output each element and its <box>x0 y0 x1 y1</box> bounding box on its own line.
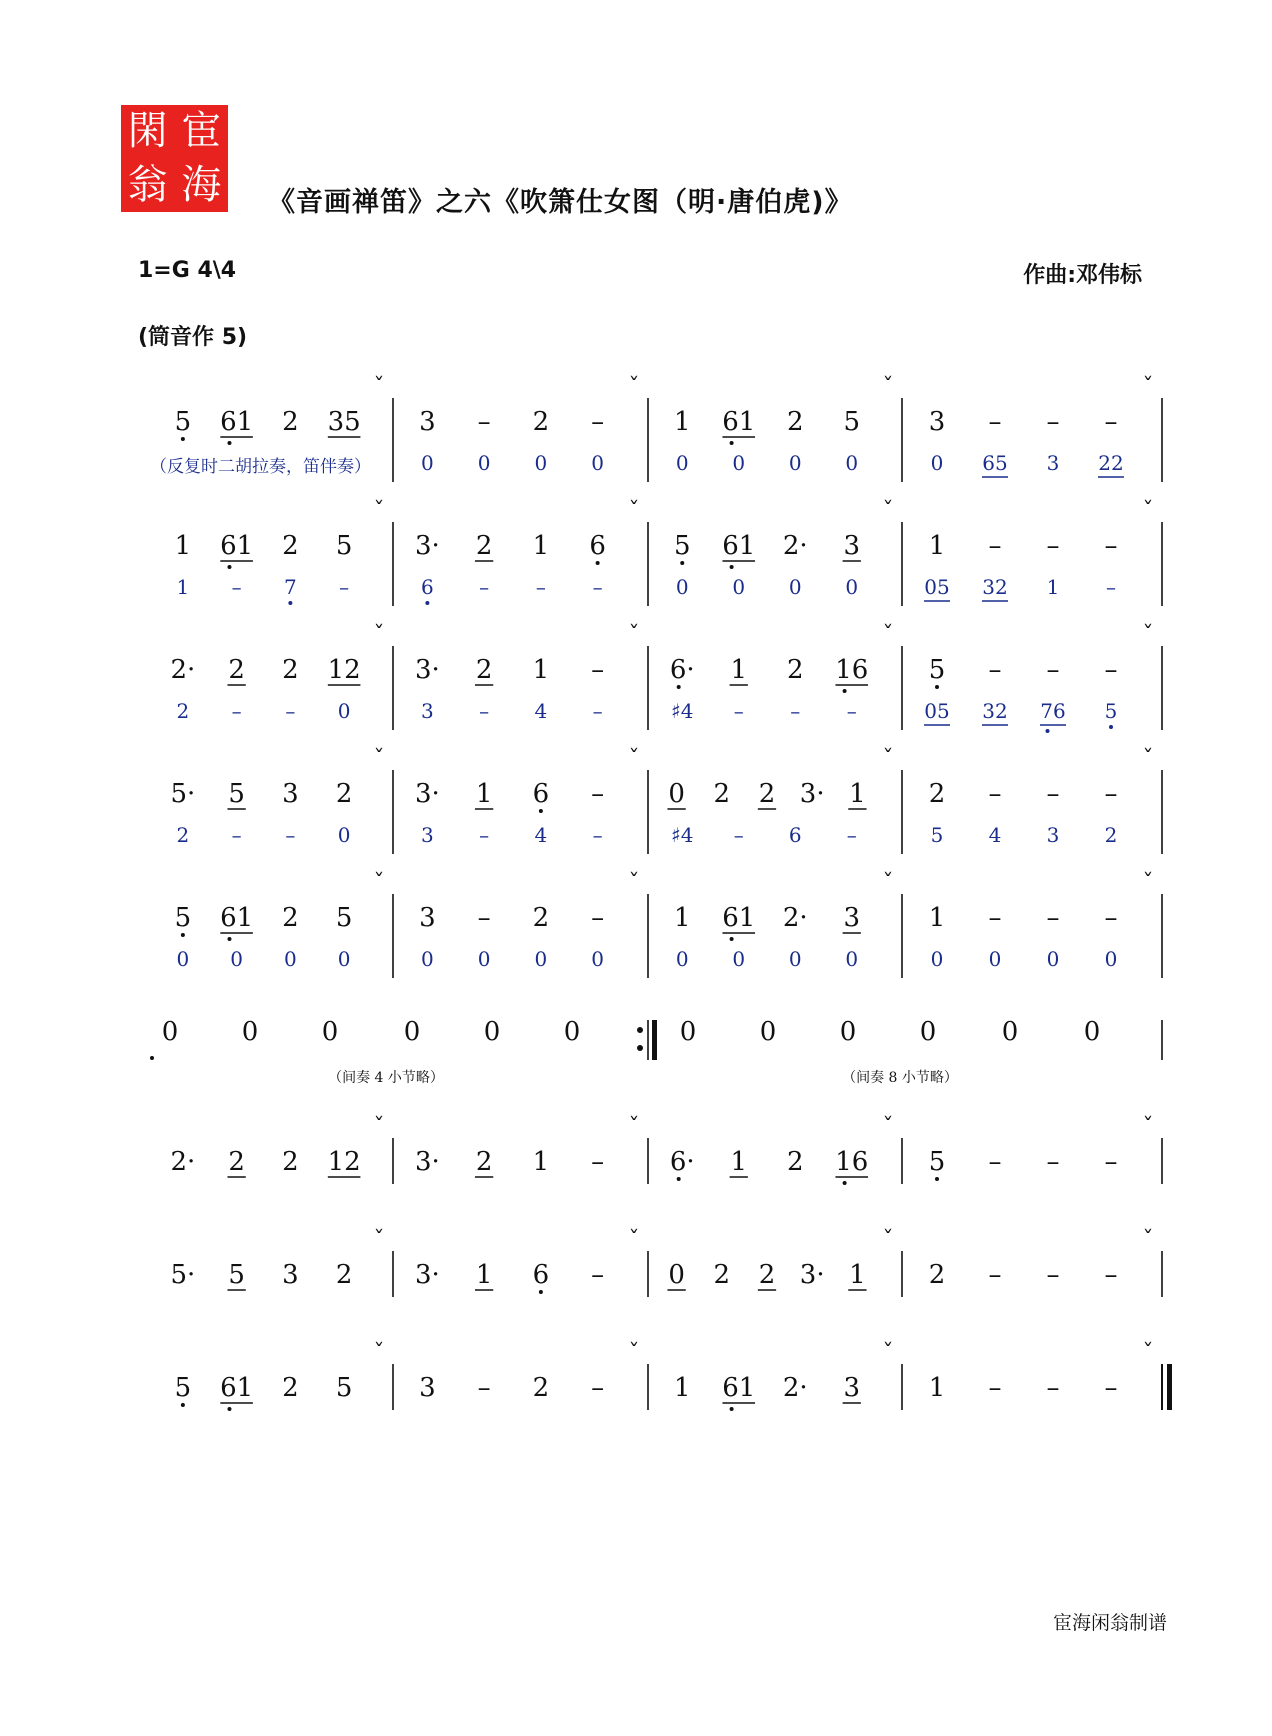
melody-note: 61 <box>220 1373 254 1403</box>
melody-note: – <box>1046 1260 1060 1290</box>
repeat-dot <box>637 1027 643 1033</box>
accompaniment-note: 4 <box>534 823 548 847</box>
melody-note: 61 <box>722 1373 756 1403</box>
accompaniment-note: – <box>479 699 490 723</box>
melody-note: 2 <box>282 1147 299 1177</box>
melody-note: – <box>591 407 605 437</box>
accompaniment-note: – <box>733 699 744 723</box>
melody-note: 1 <box>928 1373 946 1403</box>
melody-note: – <box>1046 407 1060 437</box>
accompaniment-note: 6 <box>421 575 434 599</box>
breath-mark: ˇ <box>882 375 894 400</box>
fingering-note: (筒音作 5) <box>138 325 248 350</box>
breath-mark: ˇ <box>1142 1228 1154 1253</box>
melody-note: 3 <box>843 903 861 933</box>
accompaniment-note: 0 <box>732 575 746 599</box>
accompaniment-note: 32 <box>982 575 1008 599</box>
accompaniment-note: – <box>339 575 350 599</box>
melody-note: 5 <box>174 1373 192 1403</box>
breath-mark: ˇ <box>882 623 894 648</box>
melody-note: 3 <box>419 407 436 437</box>
melody-note: 1 <box>174 531 192 561</box>
accompaniment-note: – <box>231 823 242 847</box>
rest-note: 0 <box>679 1017 697 1047</box>
melody-note: 1 <box>673 407 691 437</box>
melody-note: 1 <box>475 779 493 809</box>
melody-note: – <box>477 1373 491 1403</box>
melody-note: 1 <box>849 1260 866 1290</box>
melody-note: 61 <box>220 531 254 561</box>
final-barline <box>1167 1364 1172 1410</box>
lower-octave-dot <box>1109 725 1113 729</box>
accompaniment-note: – <box>846 823 857 847</box>
lower-octave-dot <box>227 937 231 941</box>
melody-note: 2 <box>282 531 299 561</box>
melody-note: 0 <box>668 779 685 809</box>
breath-mark: ˇ <box>628 1341 640 1366</box>
accompaniment-note: 76 <box>1040 699 1066 723</box>
lower-octave-dot <box>596 561 600 565</box>
accompaniment-note: ♯4 <box>671 823 694 847</box>
melody-note: 2 <box>228 655 245 685</box>
melody-note: – <box>1046 531 1060 561</box>
melody-note: 3· <box>414 531 440 561</box>
melody-note: 3 <box>843 1373 861 1403</box>
rest-note: 0 <box>241 1017 259 1047</box>
melody-note: – <box>1104 1147 1118 1177</box>
melody-note: 3· <box>799 779 825 809</box>
rest-note: 0 <box>321 1017 339 1047</box>
melody-note: 5 <box>335 1373 353 1403</box>
accompaniment-note: （反复时二胡拉奏，笛伴奏） <box>150 457 371 477</box>
accompaniment-note: 0 <box>421 947 434 971</box>
melody-note: 2· <box>782 903 808 933</box>
accompaniment-note: 0 <box>421 451 434 475</box>
accompaniment-note: ♯4 <box>671 699 694 723</box>
melody-note: 5 <box>335 531 353 561</box>
accompaniment-note: 4 <box>534 699 548 723</box>
accompaniment-note: 0 <box>675 451 689 475</box>
breath-mark: ˇ <box>882 1115 894 1140</box>
melody-note: 3· <box>414 655 440 685</box>
seal-char: 閑 <box>127 108 168 154</box>
melody-note: 2· <box>170 655 196 685</box>
melody-note: – <box>591 779 605 809</box>
melody-note: 5 <box>228 1260 245 1290</box>
accompaniment-note: 0 <box>284 947 297 971</box>
melody-note: – <box>1046 655 1060 685</box>
accompaniment-note: 22 <box>1098 451 1124 475</box>
lower-octave-dot <box>677 685 681 689</box>
melody-note: 6· <box>669 655 695 685</box>
breath-mark: ˇ <box>628 623 640 648</box>
lower-octave-dot <box>1046 729 1050 733</box>
breath-mark: ˇ <box>882 1228 894 1253</box>
melody-note: 1 <box>532 1147 550 1177</box>
melody-note: 61 <box>722 531 756 561</box>
melody-note: 5 <box>673 531 691 561</box>
melody-note: 2 <box>282 655 299 685</box>
melody-note: – <box>1046 1373 1060 1403</box>
accompaniment-note: 6 <box>788 823 802 847</box>
lower-octave-dot <box>843 1181 847 1185</box>
melody-note: 5 <box>335 903 353 933</box>
melody-note: 2 <box>475 1147 493 1177</box>
melody-note: – <box>988 1260 1002 1290</box>
breath-mark: ˇ <box>373 623 385 648</box>
key-signature: 1=G 4\4 <box>138 258 237 283</box>
accompaniment-note: 0 <box>1046 947 1060 971</box>
breath-mark: ˇ <box>373 871 385 896</box>
accompaniment-note: 05 <box>924 575 950 599</box>
accompaniment-note: 0 <box>337 947 351 971</box>
melody-note: 61 <box>722 903 756 933</box>
melody-note: 2 <box>532 903 550 933</box>
breath-mark: ˇ <box>882 499 894 524</box>
lower-octave-dot <box>227 1407 231 1411</box>
accompaniment-note: – <box>231 575 242 599</box>
lower-octave-dot <box>935 1177 939 1181</box>
melody-note: – <box>1104 407 1118 437</box>
lower-octave-dot <box>677 1177 681 1181</box>
melody-note: 2 <box>758 779 776 809</box>
accompaniment-note: 0 <box>337 823 351 847</box>
breath-mark: ˇ <box>882 871 894 896</box>
melody-note: 3· <box>414 779 440 809</box>
accompaniment-note: – <box>285 699 296 723</box>
melody-note: 2 <box>713 1260 731 1290</box>
melody-note: 2 <box>475 655 493 685</box>
breath-mark: ˇ <box>373 375 385 400</box>
accompaniment-note: 0 <box>732 947 746 971</box>
accompaniment-note: – <box>592 823 603 847</box>
lower-octave-dot <box>227 441 231 445</box>
accompaniment-note: 0 <box>930 947 944 971</box>
rest-note: 0 <box>161 1017 179 1047</box>
melody-note: – <box>988 407 1002 437</box>
melody-note: – <box>1104 531 1118 561</box>
accompaniment-note: 2 <box>1104 823 1118 847</box>
accompaniment-note: 0 <box>675 947 689 971</box>
lower-octave-dot <box>181 437 185 441</box>
accompaniment-note: 0 <box>732 451 746 475</box>
breath-mark: ˇ <box>628 747 640 772</box>
melody-note: 61 <box>722 407 756 437</box>
melody-note: 3 <box>282 779 299 809</box>
melody-note: 2 <box>786 655 804 685</box>
seal-char: 翁 <box>127 161 168 208</box>
melody-note: 2 <box>786 1147 804 1177</box>
accompaniment-note: 0 <box>477 451 491 475</box>
melody-note: 2 <box>335 1260 353 1290</box>
melody-note: 5 <box>928 655 946 685</box>
breath-mark: ˇ <box>628 1115 640 1140</box>
melody-note: 2 <box>282 407 299 437</box>
accompaniment-note: 0 <box>788 451 802 475</box>
lower-octave-dot <box>150 1056 154 1060</box>
accompaniment-note: 0 <box>675 575 689 599</box>
accompaniment-note: – <box>231 699 242 723</box>
melody-note: 6· <box>669 1147 695 1177</box>
accompaniment-note: – <box>733 823 744 847</box>
melody-note: 5· <box>170 779 196 809</box>
melody-note: – <box>988 903 1002 933</box>
melody-note: – <box>1104 1260 1118 1290</box>
melody-note: 2 <box>928 1260 946 1290</box>
melody-note: 35 <box>327 407 361 437</box>
melody-note: 12 <box>327 1147 361 1177</box>
lower-octave-dot <box>935 685 939 689</box>
accompaniment-note: – <box>535 575 546 599</box>
melody-note: 5· <box>170 1260 196 1290</box>
melody-note: 1 <box>849 779 866 809</box>
accompaniment-note: 0 <box>337 699 351 723</box>
melody-note: 3· <box>414 1260 440 1290</box>
melody-note: 2 <box>282 903 299 933</box>
melody-note: 2 <box>532 1373 550 1403</box>
accompaniment-note: 3 <box>1046 823 1060 847</box>
melody-note: 0 <box>668 1260 685 1290</box>
breath-mark: ˇ <box>373 499 385 524</box>
accompaniment-note: 0 <box>930 451 944 475</box>
melody-note: – <box>591 1147 605 1177</box>
melody-note: 12 <box>327 655 361 685</box>
melody-note: – <box>988 1147 1002 1177</box>
breath-mark: ˇ <box>373 747 385 772</box>
melody-note: 1 <box>532 655 550 685</box>
melody-note: – <box>1046 1147 1060 1177</box>
melody-note: 5 <box>843 407 861 437</box>
melody-note: 2 <box>228 1147 245 1177</box>
accompaniment-note: – <box>846 699 857 723</box>
lower-octave-dot <box>730 441 734 445</box>
melody-note: 2 <box>282 1373 299 1403</box>
breath-mark: ˇ <box>628 1228 640 1253</box>
accompaniment-note: – <box>479 823 490 847</box>
accompaniment-note: 32 <box>982 699 1008 723</box>
accompaniment-note: – <box>479 575 490 599</box>
accompaniment-note: 0 <box>845 451 859 475</box>
melody-note: – <box>591 1373 605 1403</box>
accompaniment-note: 0 <box>477 947 491 971</box>
lower-octave-dot <box>680 561 684 565</box>
breath-mark: ˇ <box>373 1115 385 1140</box>
melody-note: – <box>477 903 491 933</box>
melody-note: – <box>477 407 491 437</box>
rest-note: 0 <box>1001 1017 1019 1047</box>
accompaniment-note: 7 <box>284 575 297 599</box>
breath-mark: ˇ <box>1142 1341 1154 1366</box>
accompaniment-note: – <box>285 823 296 847</box>
melody-note: 61 <box>220 407 254 437</box>
melody-note: 5 <box>228 779 245 809</box>
breath-mark: ˇ <box>1142 499 1154 524</box>
lower-octave-dot <box>843 689 847 693</box>
melody-note: 6 <box>532 779 550 809</box>
melody-note: 3 <box>419 1373 436 1403</box>
melody-note: – <box>591 655 605 685</box>
interlude-note: （间奏 8 小节略） <box>842 1070 958 1086</box>
melody-note: 2 <box>713 779 731 809</box>
breath-mark: ˇ <box>628 871 640 896</box>
melody-note: 1 <box>532 531 550 561</box>
melody-note: – <box>988 1373 1002 1403</box>
accompaniment-note: 0 <box>788 947 802 971</box>
rest-note: 0 <box>1083 1017 1101 1047</box>
melody-note: – <box>591 903 605 933</box>
lower-octave-dot <box>181 933 185 937</box>
melody-note: – <box>988 779 1002 809</box>
interlude-note: （间奏 4 小节略） <box>328 1070 444 1086</box>
accompaniment-note: 3 <box>421 823 434 847</box>
breath-mark: ˇ <box>1142 1115 1154 1140</box>
melody-note: – <box>1046 779 1060 809</box>
breath-mark: ˇ <box>882 747 894 772</box>
melody-note: 5 <box>174 407 192 437</box>
accompaniment-note: 5 <box>930 823 944 847</box>
melody-note: – <box>1104 779 1118 809</box>
lower-octave-dot <box>425 601 429 605</box>
repeat-barline-thick <box>652 1020 657 1060</box>
accompaniment-note: 65 <box>982 451 1008 475</box>
seal-char: 海 <box>181 161 222 208</box>
melody-note: 1 <box>475 1260 493 1290</box>
seal-char: 宦 <box>181 108 222 154</box>
melody-note: – <box>988 531 1002 561</box>
melody-note: 5 <box>174 903 192 933</box>
transcriber-credit: 宦海闲翁制谱 <box>1052 1612 1167 1634</box>
melody-note: 2· <box>782 1373 808 1403</box>
lower-octave-dot <box>730 565 734 569</box>
melody-note: 1 <box>730 1147 748 1177</box>
melody-note: 1 <box>673 1373 691 1403</box>
melody-note: 5 <box>928 1147 946 1177</box>
rest-note: 0 <box>919 1017 937 1047</box>
melody-note: 3 <box>419 903 436 933</box>
breath-mark: ˇ <box>373 1341 385 1366</box>
breath-mark: ˇ <box>373 1228 385 1253</box>
accompaniment-note: 0 <box>534 947 548 971</box>
accompaniment-note: 1 <box>1046 575 1060 599</box>
breath-mark: ˇ <box>628 375 640 400</box>
accompaniment-note: 2 <box>176 823 190 847</box>
rest-note: 0 <box>403 1017 421 1047</box>
breath-mark: ˇ <box>1142 871 1154 896</box>
melody-note: 2 <box>475 531 493 561</box>
lower-octave-dot <box>288 601 292 605</box>
breath-mark: ˇ <box>882 1341 894 1366</box>
melody-note: – <box>988 655 1002 685</box>
rest-note: 0 <box>563 1017 581 1047</box>
accompaniment-note: 0 <box>230 947 243 971</box>
melody-note: – <box>1104 655 1118 685</box>
melody-note: – <box>1104 903 1118 933</box>
lower-octave-dot <box>539 1290 543 1294</box>
lower-octave-dot <box>730 937 734 941</box>
melody-note: 2 <box>532 407 550 437</box>
breath-mark: ˇ <box>1142 375 1154 400</box>
rest-note: 0 <box>839 1017 857 1047</box>
melody-note: 16 <box>835 1147 869 1177</box>
rest-note: 0 <box>483 1017 501 1047</box>
accompaniment-note: 0 <box>591 451 604 475</box>
accompaniment-note: 3 <box>1046 451 1060 475</box>
accompaniment-note: 05 <box>924 699 950 723</box>
composer: 作曲:邓伟标 <box>1023 263 1142 288</box>
melody-note: 1 <box>730 655 748 685</box>
melody-note: 1 <box>673 903 691 933</box>
melody-note: 3· <box>799 1260 825 1290</box>
accompaniment-note: 0 <box>534 451 548 475</box>
accompaniment-note: 0 <box>845 575 859 599</box>
score-title: 《音画禅笛》之六《吹箫仕女图（明·唐伯虎)》 <box>268 187 853 218</box>
melody-note: 2 <box>786 407 804 437</box>
repeat-dot <box>637 1045 643 1051</box>
accompaniment-note: 0 <box>988 947 1002 971</box>
lower-octave-dot <box>539 809 543 813</box>
melody-note: 2· <box>782 531 808 561</box>
melody-note: 2 <box>928 779 946 809</box>
accompaniment-note: – <box>1106 575 1116 599</box>
breath-mark: ˇ <box>1142 623 1154 648</box>
lower-octave-dot <box>181 1403 185 1407</box>
melody-note: – <box>1046 903 1060 933</box>
melody-note: 1 <box>928 903 946 933</box>
accompaniment-note: 5 <box>1104 699 1118 723</box>
accompaniment-note: 3 <box>421 699 434 723</box>
melody-note: 6 <box>532 1260 550 1290</box>
melody-note: – <box>591 1260 605 1290</box>
melody-note: 3 <box>282 1260 299 1290</box>
accompaniment-note: 4 <box>988 823 1002 847</box>
melody-note: 16 <box>835 655 869 685</box>
breath-mark: ˇ <box>628 499 640 524</box>
melody-note: 3 <box>928 407 946 437</box>
melody-note: 3· <box>414 1147 440 1177</box>
melody-note: 2· <box>170 1147 196 1177</box>
accompaniment-note: 1 <box>176 575 190 599</box>
melody-note: 1 <box>928 531 946 561</box>
accompaniment-note: 0 <box>176 947 190 971</box>
accompaniment-note: 0 <box>1104 947 1118 971</box>
accompaniment-note: 0 <box>788 575 802 599</box>
melody-note: 2 <box>758 1260 776 1290</box>
accompaniment-note: 0 <box>845 947 859 971</box>
breath-mark: ˇ <box>1142 747 1154 772</box>
accompaniment-note: 2 <box>176 699 190 723</box>
accompaniment-note: – <box>592 575 603 599</box>
lower-octave-dot <box>730 1407 734 1411</box>
rest-note: 0 <box>759 1017 777 1047</box>
melody-note: 6 <box>589 531 606 561</box>
accompaniment-note: 0 <box>591 947 604 971</box>
accompaniment-note: – <box>592 699 603 723</box>
accompaniment-note: – <box>790 699 801 723</box>
melody-note: 2 <box>335 779 353 809</box>
lower-octave-dot <box>227 565 231 569</box>
melody-note: – <box>1104 1373 1118 1403</box>
melody-note: 61 <box>220 903 254 933</box>
melody-note: 3 <box>843 531 861 561</box>
